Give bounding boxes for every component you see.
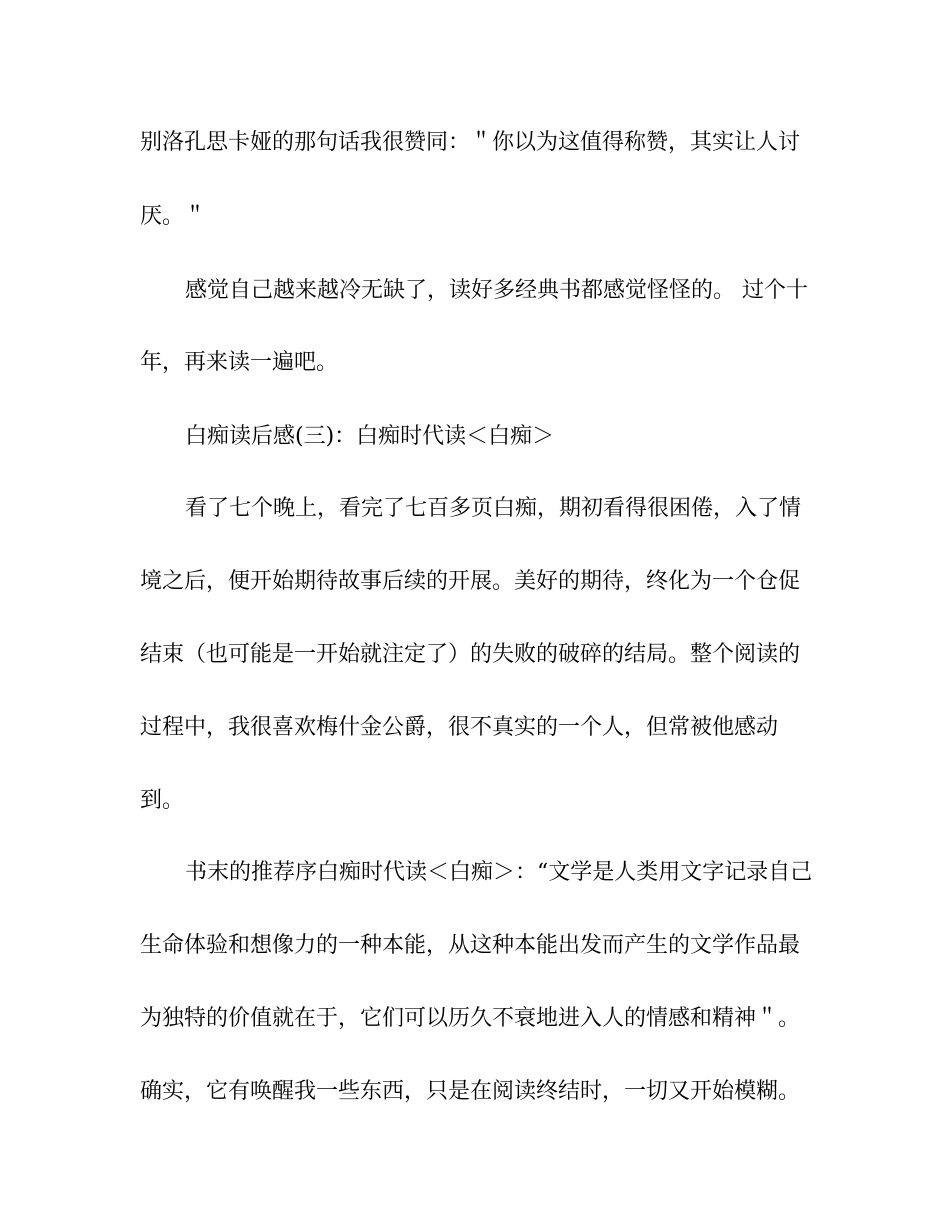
section-heading: 白痴读后感(三)：白痴时代读＜白痴＞ <box>185 424 555 449</box>
text-line: 书末的推荐序白痴时代读＜白痴＞：“文学是人类用文字记录自己 <box>185 860 813 885</box>
text-line: 别洛孔思卡娅的那句话我很赞同：＂你以为这值得称赞，其实让人讨 <box>140 130 801 155</box>
text-line: 到。 <box>140 788 185 813</box>
text-line: 确实，它有唤醒我一些东西，只是在阅读终结时，一切又开始模糊。 <box>140 1079 801 1104</box>
text-line: 过程中，我很喜欢梅什金公爵，很不真实的一个人，但常被他感动 <box>140 715 779 740</box>
text-line: 感觉自己越来越冷无缺了，读好多经典书都感觉怪怪的。 过个十 <box>185 278 808 303</box>
text-line: 看了七个晚上，看完了七百多页白痴，期初看得很困倦，入了情 <box>185 496 802 521</box>
text-line: 年，再来读一遍吧。 <box>140 350 339 375</box>
text-line: 境之后，便开始期待故事后续的开展。美好的期待，终化为一个仓促 <box>140 569 801 594</box>
text-line: 结束（也可能是一开始就注定了）的失败的破碎的结局。整个阅读的 <box>140 642 801 667</box>
text-line: 生命体验和想像力的一种本能，从这种本能出发而产生的文学作品最 <box>140 933 801 958</box>
text-line: 厌。＂ <box>140 204 207 229</box>
text-line: 为独特的价值就在于，它们可以历久不衰地进入人的情感和精神＂。 <box>140 1006 801 1031</box>
